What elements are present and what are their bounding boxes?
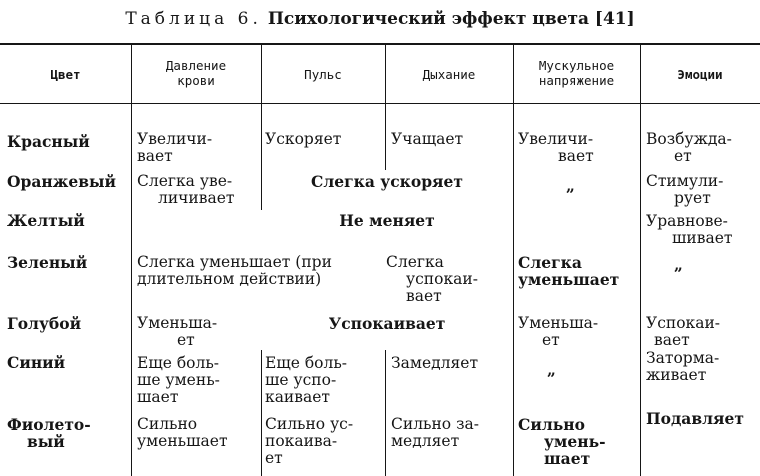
column-divider (131, 104, 132, 476)
row-orange-name: Оранжевый (7, 172, 117, 191)
column-divider (261, 350, 262, 476)
row-green-muscle: Слегка уменьшает (518, 253, 620, 289)
header-pulse: Пульс (304, 67, 342, 82)
row-violet-pressure: Сильно уменьшает (137, 415, 228, 450)
row-red-emotions: Возбужда- ет (646, 130, 732, 165)
row-violet-muscle: Сильно умень- шает (518, 415, 606, 468)
row-blue-breathing: Замедляет (391, 354, 479, 372)
row-violet-breathing: Сильно за- медляет (391, 415, 479, 450)
table-top-rule (0, 43, 760, 45)
row-lightblue-muscle: Уменьша- ет (518, 314, 599, 349)
row-green-name: Зеленый (7, 253, 88, 272)
table-title: Психологический эффект цвета [41] (267, 9, 635, 29)
row-lightblue-emotions: Успокаи- вает (646, 314, 721, 349)
column-divider (385, 104, 386, 170)
row-yellow-merged: Не меняет (339, 211, 435, 230)
row-blue-pressure: Еще боль- ше умень- шает (137, 354, 220, 406)
row-red-breathing: Учащает (391, 130, 464, 148)
row-violet-name: Фиолето- вый (7, 415, 91, 451)
header-color: Цвет (50, 67, 81, 82)
row-blue-pulse: Еще боль- ше успо- каивает (265, 354, 348, 406)
header-breathing: Дыхание (422, 67, 476, 82)
row-red-pressure: Увеличи- вает (137, 130, 213, 165)
row-green-pressure-pulse: Слегка уменьшает (при длительном действии) (137, 253, 332, 288)
row-violet-pulse: Сильно ус- покаива- ет (265, 415, 354, 467)
header-emotions: Эмоции (677, 67, 723, 82)
column-divider (261, 104, 262, 210)
row-blue-muscle: „ (547, 360, 556, 379)
row-green-breathing: Слегка успокаи- вает (386, 253, 478, 305)
row-red-name: Красный (7, 132, 90, 151)
row-lightblue-pressure: Уменьша- ет (137, 314, 218, 349)
row-green-emotions: „ (674, 255, 683, 274)
row-red-muscle: Увеличи- вает (518, 130, 594, 165)
row-blue-name: Синий (7, 353, 66, 372)
row-orange-emotions: Стимули- рует (646, 172, 724, 207)
header-pressure: Давление крови (165, 58, 227, 88)
row-red-pulse: Ускоряет (265, 130, 342, 148)
row-violet-emotions: Подавляет (646, 409, 744, 428)
row-blue-emotions: Заторма- живает (646, 349, 720, 384)
row-lightblue-name: Голубой (7, 314, 82, 333)
table-caption (0, 9, 760, 29)
row-orange-pulse-breathing: Слегка ускоряет (311, 172, 463, 191)
column-divider (385, 350, 386, 476)
header-muscle: Мускульное напряжение (538, 58, 615, 88)
column-divider (513, 104, 514, 476)
row-orange-pressure: Слегка уве- личивает (137, 172, 235, 207)
row-orange-muscle: „ (566, 176, 575, 195)
row-yellow-name: Желтый (7, 211, 85, 230)
row-yellow-emotions: Уравнове- шивает (646, 212, 733, 247)
header-bottom-rule (0, 103, 760, 104)
table-number: Таблица 6. (125, 9, 262, 29)
column-divider (640, 104, 641, 476)
row-lightblue-pulse-breathing: Успокаивает (328, 314, 446, 333)
